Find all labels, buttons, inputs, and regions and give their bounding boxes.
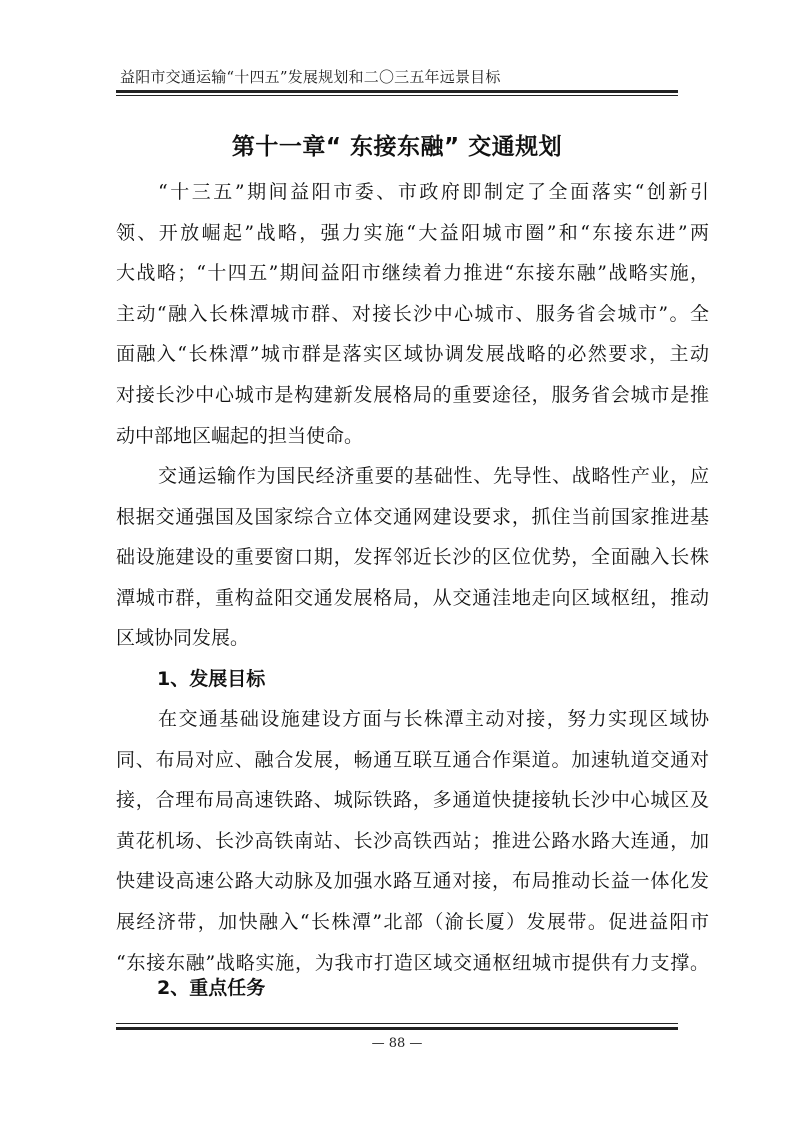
paragraph-line: 展经济带，加快融入“长株潭”北部（渝长厦）发展带。促进益阳市 — [116, 910, 709, 933]
paragraph-line: 根据交通强国及国家综合立体交通网建设要求，抓住当前国家推进基 — [116, 505, 709, 528]
footer-rule — [116, 1027, 678, 1030]
paragraph-1 — [116, 172, 709, 456]
paragraph-line: 潭城市群，重构益阳交通发展格局，从交通洼地走向区域枢纽，推动 — [116, 586, 709, 609]
paragraph-line: 快建设高速公路大动脉及加强水路互通对接，布局推动长益一体化发 — [116, 870, 709, 893]
paragraph-line: 领、开放崛起”战略，强力实施“大益阳城市圈”和“东接东进”两 — [116, 221, 709, 244]
header-rule-thin — [116, 95, 678, 96]
chapter-title: 第十一章“ 东接东融” 交通规划 — [231, 134, 563, 160]
page-number: — 88 — — [371, 1036, 423, 1051]
paragraph-line: 动中部地区崛起的担当使命。 — [116, 424, 364, 447]
paragraph-line: “东接东融”战略实施，为我市打造区域交通枢纽城市提供有力支撑。 — [116, 951, 709, 974]
header-rule — [116, 90, 678, 93]
paragraph-line: 黄花机场、长沙高铁南站、长沙高铁西站；推进公路水路大连通，加 — [116, 829, 709, 852]
section-heading-key-tasks: 2、重点任务 — [157, 977, 266, 999]
paragraph-3 — [116, 699, 709, 983]
paragraph-line: 础设施建设的重要窗口期，发挥邻近长沙的区位优势，全面融入长株 — [116, 546, 709, 569]
paragraph-line: 大战略；“十四五”期间益阳市继续着力推进“东接东融”战略实施， — [116, 262, 709, 285]
paragraph-line: 面融入“长株潭”城市群是落实区域协调发展战略的必然要求，主动 — [116, 343, 709, 366]
paragraph-line: 同、布局对应、融合发展，畅通互联互通合作渠道。加速轨道交通对 — [116, 748, 709, 771]
paragraph-line: 区域协同发展。 — [116, 627, 250, 650]
paragraph-line: 对接长沙中心城市是构建新发展格局的重要途径，服务省会城市是推 — [116, 383, 709, 406]
footer-rule-thin — [116, 1023, 678, 1024]
paragraph-line: “十三五”期间益阳市委、市政府即制定了全面落实“创新引 — [158, 181, 709, 203]
running-header: 益阳市交通运输“十四五”发展规划和二〇三五年远景目标 — [120, 68, 501, 86]
section-heading-development-goals: 1、发展目标 — [157, 668, 266, 690]
paragraph-line: 主动“融入长株潭城市群、对接长沙中心城市、服务省会城市”。全 — [116, 302, 709, 325]
paragraph-line: 在交通基础设施建设方面与长株潭主动对接，努力实现区域协 — [158, 708, 709, 730]
paragraph-2 — [116, 456, 709, 659]
paragraph-line: 交通运输作为国民经济重要的基础性、先导性、战略性产业，应 — [158, 465, 709, 487]
paragraph-line: 接，合理布局高速铁路、城际铁路，多通道快捷接轨长沙中心城区及 — [116, 789, 709, 812]
